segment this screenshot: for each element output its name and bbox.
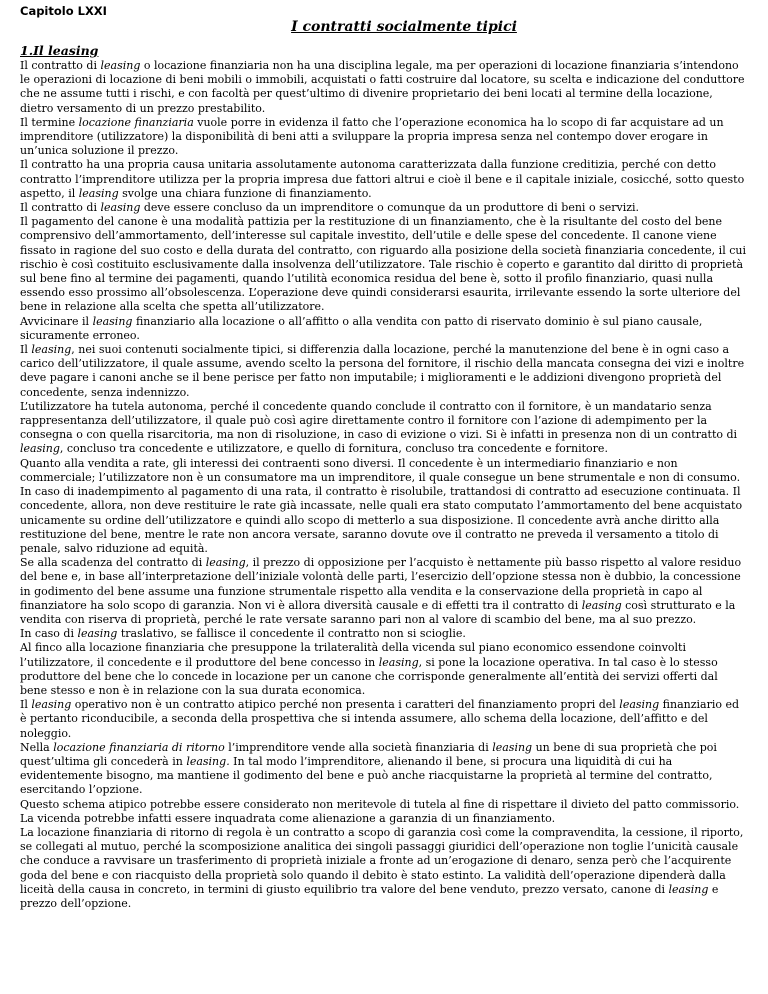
italic-term: leasing bbox=[31, 343, 72, 357]
text-run: , il prezzo di opposizione per l’acquisto è nettamente più basso rispetto al valore residuo del bene e, in base all’interpretazione dell’iniziale volontà delle parti, l’esercizio dell’opzione stessa non è dubbio, la concessione in godimento del bene assume una funzione strumentale rispetto alla vendita e la conservazione della proprietà in capo al finanziatore ha solo scopo di garanzia. Non vi è allora diversità causale e di effetti tra il contratto di bbox=[20, 556, 742, 612]
text-run: così strutturato e la vendita con riserva di proprietà, perché le rate versate saranno pari non al valore di scambio del bene, ma al suo prezzo. bbox=[20, 598, 736, 626]
italic-term: leasing bbox=[100, 201, 141, 215]
paragraph bbox=[20, 627, 748, 641]
paragraph bbox=[20, 556, 748, 627]
italic-term: leasing bbox=[668, 882, 709, 896]
text-run: Avvicinare il bbox=[20, 314, 93, 328]
text-run: Quanto alla vendita a rate, gli interessi dei contraenti sono diversi. Il concedente è un intermediario finanziario e non commerciale; l’utilizzatore non è un consumatore ma un imprenditore, il quale consegue un bene strumentale e non di consumo. bbox=[20, 456, 741, 484]
paragraph bbox=[20, 741, 748, 798]
italic-term: leasing bbox=[378, 655, 419, 669]
text-run: vuole porre in evidenza il fatto che l’operazione economica ha lo scopo di far acquistare ad un imprenditore (utilizzatore) la disponibilità di beni atti a sviluppare la propria impresa senza nel contempo dover erogare in un’unica soluzione il prezzo. bbox=[20, 115, 724, 158]
italic-term: leasing bbox=[20, 442, 60, 456]
italic-term: leasing bbox=[77, 627, 118, 641]
section-body bbox=[20, 59, 748, 911]
text-run: finanziario ed è pertanto riconducibile, a seconda della prospettiva che si intenda assumere, allo schema della locazione, dell’affitto e del noleggio. bbox=[20, 698, 740, 740]
italic-term: leasing bbox=[581, 598, 622, 612]
paragraph bbox=[20, 698, 748, 741]
text-run: In caso di inadempimento al pagamento di una rata, il contratto è risolubile, trattandosi di contratto ad esecuzione continuata. Il concedente, allora, non deve restituire le rate già incassate, nelle quali era stato computato l’ammortamento del bene acquistato unicamente su ordine dell’utilizzatore e quindi allo scopo di metterlo a sua disposizione. Il concedente avrà anche diritto alla restituzione del bene, mentre le rate non ancora versate, saranno dovute ove il contratto ne preveda il versamento a titolo di penale, salvo riduzione ad equità. bbox=[20, 485, 743, 555]
text-run: deve essere concluso da un imprenditore o comunque da un produttore di beni o servizi. bbox=[140, 201, 640, 215]
text-run: L’utilizzatore ha tutela autonoma, perché il concedente quando conclude il contratto con il fornitore, è un mandatario senza rappresentanza dell’utilizzatore, il quale può così agire direttamente contro il fornitore con l’azione di adempimento per la consegna o con quella risarcitoria, ma non di risoluzione, in caso di evizione o vizi. Si è infatti in presenza non di un contratto di bbox=[20, 399, 738, 442]
text-run: traslativo, se fallisce il concedente il contratto non si scioglie. bbox=[117, 627, 466, 641]
italic-term: leasing bbox=[78, 186, 119, 200]
paragraph bbox=[20, 400, 748, 457]
text-run: , si pone la locazione operativa. In tal caso è lo stesso produttore del bene che lo concede in locazione per un canone che corrisponde generalmente all’entità dei servizi offerti dal bene stesso e non è in relazione con la sua durata economica. bbox=[20, 655, 718, 697]
text-run: In tal modo l’imprenditore, alienando il bene, si procura una liquidità di cui ha evidentemente bisogno, ma mantiene il godimento del bene e può anche riacquistarne la proprietà al termine del contratto, esercitando l’opzione. bbox=[20, 754, 713, 797]
paragraph bbox=[20, 158, 748, 201]
chapter-title: I contratti socialmente tipici bbox=[291, 19, 517, 35]
italic-term: locazione finanziaria bbox=[78, 115, 194, 129]
chapter-label: Capitolo LXXI bbox=[20, 4, 107, 18]
text-run: operativo non è un contratto atipico perché non presenta i caratteri del finanziamento propri del bbox=[71, 698, 620, 712]
italic-term: leasing bbox=[31, 698, 72, 712]
italic-term: locazione finanziaria di ritorno bbox=[53, 740, 225, 754]
paragraph bbox=[20, 798, 748, 826]
text-run: Se alla scadenza del contratto di bbox=[20, 556, 206, 570]
text-run: Il contratto di bbox=[20, 59, 101, 72]
text-run: o locazione finanziaria non ha una disciplina legale, ma per operazioni di locazione finanziaria s’intendono le operazioni di locazione di beni mobili o immobili, acquistati o fatti costruire dal locatore, su scelta e indicazione del conduttore che ne assume tutti i rischi, e con facoltà per quest’ultimo di divenire proprietario dei beni locati al termine della locazione, dietro versamento di un prezzo prestabilito. bbox=[20, 59, 745, 115]
section-heading bbox=[20, 43, 748, 59]
italic-term: leasing bbox=[492, 740, 533, 754]
section-title: Il leasing bbox=[33, 43, 99, 58]
text-run: Il bbox=[20, 698, 32, 712]
text-run: l’imprenditore vende alla società finanziaria di bbox=[224, 740, 493, 754]
paragraph bbox=[20, 59, 748, 116]
text-run: Il contratto di bbox=[20, 201, 101, 215]
paragraph bbox=[20, 343, 748, 400]
paragraph bbox=[20, 315, 748, 343]
paragraph bbox=[20, 215, 748, 314]
text-run: Il bbox=[20, 343, 32, 357]
paragraph bbox=[20, 457, 748, 485]
paragraph bbox=[20, 485, 748, 556]
text-run: e prezzo dell’opzione. bbox=[20, 882, 719, 910]
italic-term: leasing bbox=[205, 556, 246, 570]
text-run: , concluso tra concedente e utilizzatore, e quello di fornitura, concluso tra concedente e fornitore. bbox=[59, 442, 608, 456]
text-run: Il contratto ha una propria causa unitaria assolutamente autonoma caratterizzata dalla funzione creditizia, perché con detto contratto l’imprenditore utilizza per la propria impresa due fattori altrui e cioè il bene e il capitale iniziale, cosicché, sotto questo aspetto, il bbox=[20, 158, 745, 200]
text-run: , nei suoi contenuti socialmente tipici, si differenzia dalla locazione, perché la manutenzione del bene è in ogni caso a carico dell’utilizzatore, il quale assume, avendo scelto la persona del fornitore, il rischio della mancata consegna dei vizi e inoltre deve pagare i canoni anche se il bene perisce per fatto non imputabile; i miglioramenti e le addizioni divengono proprietà del concedente, senza indennizzo. bbox=[20, 343, 745, 399]
paragraph bbox=[20, 201, 748, 215]
section-number: 1. bbox=[20, 43, 34, 58]
text-run: Nella bbox=[20, 740, 54, 754]
text-run: svolge una chiara funzione di finanziamento. bbox=[118, 186, 372, 200]
paragraph bbox=[20, 641, 748, 698]
text-run: Il termine bbox=[20, 115, 79, 129]
paragraph bbox=[20, 826, 748, 911]
text-run: finanziario alla locazione o all’affitto o alla vendita con patto di riservato dominio è sul piano causale, sicuramente erroneo. bbox=[20, 314, 703, 342]
text-run: In caso di bbox=[20, 627, 78, 641]
text-run: Al finco alla locazione finanziaria che presuppone la trilateralità della vicenda sul piano economico essendone coinvolti l’utilizzatore, il concedente e il produttore del bene concesso in bbox=[20, 641, 686, 669]
text-run: un bene di sua proprietà che poi quest’ultima gli concederà in bbox=[20, 740, 717, 768]
text-run: Questo schema atipico potrebbe essere considerato non meritevole di tutela al fine di rispettare il divieto del patto commissorio. La vicenda potrebbe infatti essere inquadrata come alienazione a garanzia di un finanziamento. bbox=[20, 797, 740, 825]
paragraph bbox=[20, 116, 748, 159]
text-run: La locazione finanziaria di ritorno di regola è un contratto a scopo di garanzia così come la compravendita, la cessione, il riporto, se collegati al mutuo, perché la scomposizione analitica dei singoli passaggi giuridici dell’operazione non toglie l’unicità causale che conduce a ravvisare un trasferimento di proprietà iniziale a fronte ad un’erogazione di denaro, senza però che l’acquirente goda del bene e con riacquisto della proprietà solo quando il debito è stato estinto. La validità dell’operazione dipenderà dalla liceità della causa in concreto, in termini di giusto equilibrio tra valore del bene venduto, prezzo versato, canone di bbox=[20, 825, 744, 896]
italic-term: leasing. bbox=[186, 754, 230, 768]
italic-term: leasing bbox=[92, 314, 133, 328]
italic-term: leasing bbox=[619, 698, 660, 712]
text-run: Il pagamento del canone è una modalità pattizia per la restituzione di un finanziamento, che è la risultante del costo del bene comprensivo dell’ammortamento, dell’interesse sul capitale investito, dell’utile e delle spese del concedente. Il canone viene fissato in ragione del suo costo e della durata del contratto, con riguardo alla posizione della società finanziaria concedente, il cui rischio è così costituito esclusivamente dalla insolvenza dell’utilizzatore. Tale rischio è coperto e garantito dal diritto di proprietà sul bene fino al termine dei pagamenti, quando l’utilità economica residua del bene è, sotto il profilo finanziario, quasi nulla essendo esso prossimo all’obsolescenza. L’operazione deve quindi considerarsi esaurita, irrilevante essendo la sorte ulteriore del bene in relazione alla scelta che spetta all’utilizzatore. bbox=[20, 215, 746, 314]
italic-term: leasing bbox=[100, 59, 141, 72]
